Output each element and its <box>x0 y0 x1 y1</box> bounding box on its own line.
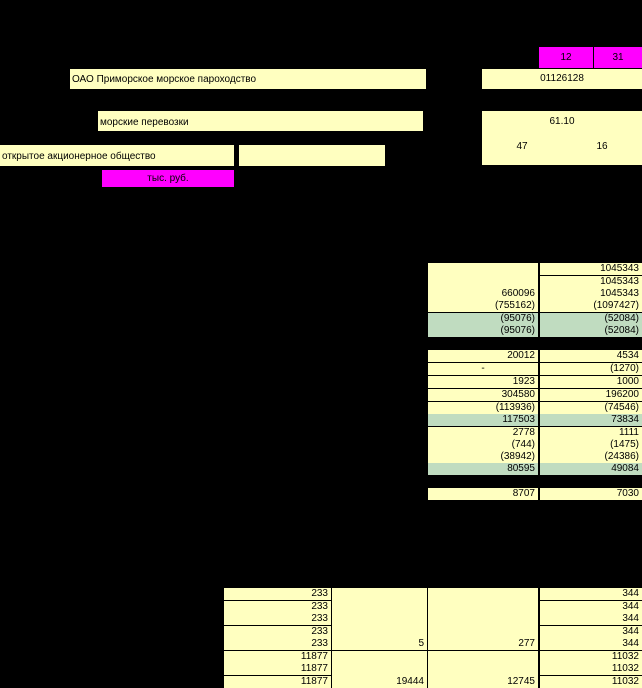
table-cell: (74546) <box>540 402 642 414</box>
table-cell: - <box>428 363 538 375</box>
table-cell: 2778 <box>428 427 538 439</box>
table-cell: (113936) <box>428 402 538 414</box>
table-cell <box>428 263 538 275</box>
okpo-cell <box>482 69 642 89</box>
table-cell: 11877 <box>224 676 331 688</box>
merged-cell-value: 19444 <box>396 676 424 687</box>
table-cell: 233 <box>224 613 331 625</box>
table-cell: 11032 <box>540 651 642 663</box>
legal-form-code-1: 47 <box>516 141 528 152</box>
merged-cell-value: 277 <box>518 638 535 649</box>
table-cell: 11032 <box>540 663 642 675</box>
merged-cell-value: 12745 <box>507 676 535 687</box>
table-cell <box>428 276 538 288</box>
day-value: 12 <box>560 52 572 63</box>
table-cell: 344 <box>540 626 642 638</box>
table-cell: 11877 <box>224 663 331 675</box>
table-cell: 1045343 <box>540 263 642 275</box>
table-cell: 1111 <box>540 427 642 439</box>
month-value: 31 <box>612 52 624 63</box>
table-cell: 80595 <box>428 463 538 475</box>
table-cell: 11032 <box>540 676 642 688</box>
table-cell: (1270) <box>540 363 642 375</box>
table-cell: 117503 <box>428 414 538 426</box>
legal-form-code-2: 16 <box>596 141 608 152</box>
company-name: ОАО Приморское морское пароходство <box>72 74 257 85</box>
table-cell: (52084) <box>540 325 642 337</box>
table-cell: (95076) <box>428 325 538 337</box>
table-cell: 344 <box>540 601 642 613</box>
table-cell: 344 <box>540 613 642 625</box>
table-cell: 4534 <box>540 350 642 362</box>
table-cell: 49084 <box>540 463 642 475</box>
table-cell: 1923 <box>428 376 538 388</box>
okpo-value: 01126128 <box>540 73 584 84</box>
table-cell: 73834 <box>540 414 642 426</box>
table-cell: 344 <box>540 638 642 650</box>
table-cell: 1045343 <box>540 276 642 288</box>
table-cell: 233 <box>224 588 331 600</box>
table-cell: 304580 <box>428 389 538 401</box>
month-cell <box>594 47 642 68</box>
table-cell: 8707 <box>428 488 538 500</box>
table-cell: (755162) <box>428 300 538 312</box>
table-cell: 660096 <box>428 288 538 300</box>
okved-cell <box>482 111 642 165</box>
table-cell: (95076) <box>428 313 538 325</box>
activity-value: морские перевозки <box>100 117 189 128</box>
merged-cell <box>332 651 427 688</box>
table-cell: 7030 <box>540 488 642 500</box>
table-cell: 233 <box>224 626 331 638</box>
table-cell: 344 <box>540 588 642 600</box>
table-cell: 11877 <box>224 651 331 663</box>
table-cell: (744) <box>428 439 538 451</box>
table-cell: 20012 <box>428 350 538 362</box>
okved-value: 61.10 <box>549 116 575 127</box>
table-cell: 233 <box>224 638 331 650</box>
merged-cell-value: 5 <box>418 638 424 649</box>
legal-form-extra-cell <box>239 145 385 166</box>
units-value: тыс. руб. <box>147 173 189 184</box>
table-cell: 1045343 <box>540 288 642 300</box>
table-cell: (1097427) <box>540 300 642 312</box>
company-name-cell <box>70 69 426 89</box>
merged-cell <box>428 651 538 688</box>
table-cell: (38942) <box>428 451 538 463</box>
merged-cell <box>428 588 538 650</box>
day-cell <box>539 47 593 68</box>
legal-form-cell <box>0 145 234 166</box>
merged-cell <box>332 588 427 650</box>
table-cell: 1000 <box>540 376 642 388</box>
legal-form-value: открытое акционерное общество <box>2 151 156 162</box>
table-cell: (52084) <box>540 313 642 325</box>
table-cell: (24386) <box>540 451 642 463</box>
units-cell <box>102 170 234 187</box>
table-cell: 196200 <box>540 389 642 401</box>
table-cell: 233 <box>224 601 331 613</box>
activity-cell <box>98 111 423 131</box>
table-cell: (1475) <box>540 439 642 451</box>
